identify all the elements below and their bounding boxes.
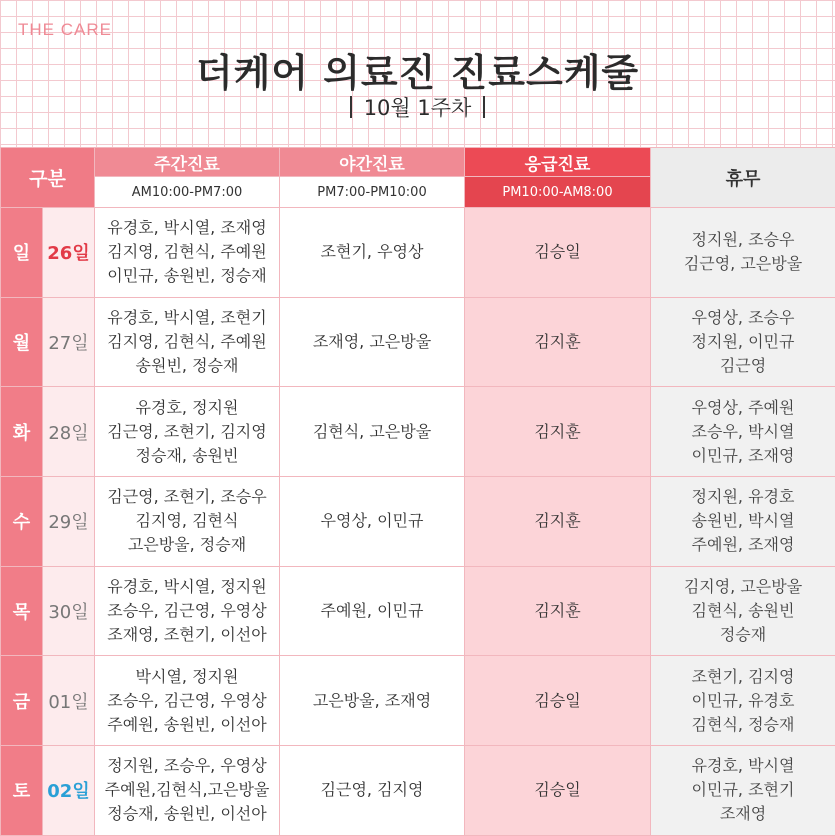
staff-names-line: 김지훈 [465,599,650,623]
night-clinic-cell [280,656,465,746]
day-clinic-cell [95,477,280,567]
night-clinic-cell [280,387,465,477]
staff-names-line: 주예원, 이민규 [280,599,464,623]
staff-names-line: 김지영, 김현식, 주예원 [95,330,279,354]
staff-names-line: 김승일 [465,240,650,264]
staff-names-line: 고은방울, 조재영 [280,689,464,713]
staff-names-line: 김지영, 고은방울 [651,575,835,599]
brand-logo-text: THE CARE [18,20,112,40]
staff-names-line: 박시열, 정지원 [95,665,279,689]
emergency-clinic-cell [465,477,651,567]
page-title: 더케어 의료진 진료스케줄 [0,42,835,97]
weekday-cell: 월 [1,297,43,387]
staff-names-line: 송원빈, 박시열 [651,509,835,533]
header-category: 구분 [1,148,95,208]
staff-names-line: 이민규, 조재영 [651,444,835,468]
staff-names-line: 김근영, 고은방울 [651,252,835,276]
staff-names-line: 김현식, 송원빈 [651,599,835,623]
staff-names-line: 주예원, 송원빈, 이선아 [95,713,279,737]
schedule-row [1,477,835,567]
date-cell: 28일 [43,387,95,477]
weekday-cell: 화 [1,387,43,477]
staff-names-line: 유경호, 박시열, 조현기 [95,306,279,330]
staff-names-line: 김현식, 고은방울 [280,420,464,444]
night-clinic-cell [280,566,465,656]
schedule-row [1,656,835,746]
day-off-cell [651,297,835,387]
header-emergency-clinic: 응급진료 [465,148,651,177]
day-clinic-cell [95,297,280,387]
day-clinic-cell [95,746,280,836]
schedule-row [1,746,835,836]
emergency-clinic-cell [465,566,651,656]
day-off-cell [651,208,835,298]
day-off-cell [651,746,835,836]
schedule-body [1,208,835,836]
weekday-cell: 목 [1,566,43,656]
staff-names-line: 김승일 [465,778,650,802]
staff-names-line: 김지영, 김현식, 주예원 [95,240,279,264]
header-day-clinic: 주간진료 [95,148,280,177]
staff-names-line: 정승재, 송원빈, 이선아 [95,802,279,826]
weekday-cell: 금 [1,656,43,746]
day-off-cell [651,387,835,477]
staff-names-line: 유경호, 박시열, 조재영 [95,216,279,240]
staff-names-line: 이민규, 유경호 [651,689,835,713]
day-clinic-cell [95,656,280,746]
staff-names-line: 송원빈, 정승재 [95,354,279,378]
staff-names-line: 조현기, 김지영 [651,665,835,689]
day-off-cell [651,566,835,656]
staff-names-line: 우영상, 조승우 [651,306,835,330]
date-cell: 01일 [43,656,95,746]
staff-names-line: 정지원, 조승우, 우영상 [95,754,279,778]
staff-names-line: 정지원, 이민규 [651,330,835,354]
date-cell: 02일 [43,746,95,836]
date-cell: 30일 [43,566,95,656]
staff-names-line: 정승재 [651,623,835,647]
emergency-clinic-cell [465,656,651,746]
staff-names-line: 조승우, 김근영, 우영상 [95,599,279,623]
header-night-clinic: 야간진료 [280,148,465,177]
staff-names-line: 우영상, 이민규 [280,509,464,533]
staff-names-line: 주예원, 조재영 [651,533,835,557]
staff-names-line: 김근영, 조현기, 김지영 [95,420,279,444]
staff-names-line: 정지원, 유경호 [651,485,835,509]
weekday-cell: 수 [1,477,43,567]
staff-names-line: 김승일 [465,689,650,713]
staff-names-line: 조재영 [651,802,835,826]
staff-names-line: 조승우, 김근영, 우영상 [95,689,279,713]
staff-names-line: 김지훈 [465,420,650,444]
staff-names-line: 김근영, 조현기, 조승우 [95,485,279,509]
staff-names-line: 조재영, 고은방울 [280,330,464,354]
staff-names-line: 유경호, 박시열, 정지원 [95,575,279,599]
staff-names-line: 고은방울, 정승재 [95,533,279,557]
night-clinic-cell [280,477,465,567]
divider-right [483,96,485,118]
schedule-row [1,208,835,298]
schedule-row [1,566,835,656]
staff-names-line: 김지훈 [465,509,650,533]
schedule-row [1,297,835,387]
staff-names-line: 정승재, 송원빈 [95,444,279,468]
emergency-clinic-cell [465,746,651,836]
night-clinic-cell [280,746,465,836]
week-label: 10월 1주차 [364,96,472,120]
week-subtitle [0,92,835,122]
staff-names-line: 김근영, 김지영 [280,778,464,802]
staff-names-line: 주예원,김현식,고은방울 [95,778,279,802]
staff-names-line: 조재영, 조현기, 이선아 [95,623,279,647]
weekday-cell: 일 [1,208,43,298]
emergency-clinic-cell [465,208,651,298]
staff-names-line: 유경호, 박시열 [651,754,835,778]
staff-names-line: 유경호, 정지원 [95,396,279,420]
staff-names-line: 정지원, 조승우 [651,228,835,252]
date-cell: 29일 [43,477,95,567]
header-day-time: AM10:00-PM7:00 [95,177,280,208]
header-day-off: 휴무 [651,148,835,208]
night-clinic-cell [280,208,465,298]
schedule-table [0,147,835,836]
staff-names-line: 조현기, 우영상 [280,240,464,264]
date-cell: 26일 [43,208,95,298]
header-emergency-time: PM10:00-AM8:00 [465,177,651,208]
staff-names-line: 조승우, 박시열 [651,420,835,444]
staff-names-line: 우영상, 주예원 [651,396,835,420]
staff-names-line: 이민규, 조현기 [651,778,835,802]
schedule-row [1,387,835,477]
day-clinic-cell [95,208,280,298]
staff-names-line: 김지훈 [465,330,650,354]
staff-names-line: 이민규, 송원빈, 정승재 [95,264,279,288]
day-clinic-cell [95,387,280,477]
header-night-time: PM7:00-PM10:00 [280,177,465,208]
night-clinic-cell [280,297,465,387]
day-clinic-cell [95,566,280,656]
staff-names-line: 김현식, 정승재 [651,713,835,737]
emergency-clinic-cell [465,387,651,477]
divider-left [350,96,352,118]
date-cell: 27일 [43,297,95,387]
emergency-clinic-cell [465,297,651,387]
weekday-cell: 토 [1,746,43,836]
staff-names-line: 김근영 [651,354,835,378]
staff-names-line: 김지영, 김현식 [95,509,279,533]
day-off-cell [651,656,835,746]
day-off-cell [651,477,835,567]
